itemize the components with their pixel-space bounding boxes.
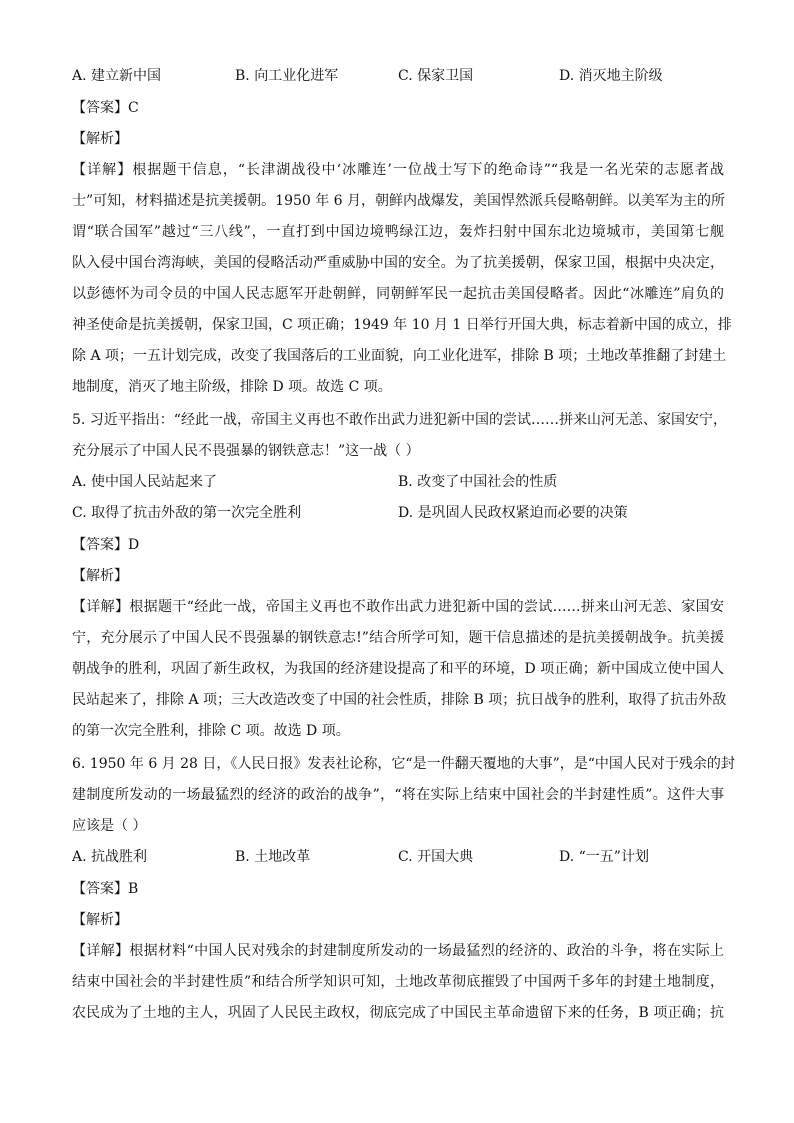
q5-explanation-line: 的第一次完全胜利，排除 C 项。故选 D 项。 — [72, 723, 350, 739]
q4-explanation-line: 以彭德怀为司令员的中国人民志愿军开赴朝鲜，同朝鲜军民一起抗击美国侵略者。因此“冰雕连”肩负的 — [72, 286, 724, 302]
q5-option-b: B. 改变了中国社会的性质 — [398, 474, 558, 490]
q4-analysis-label: 【解析】 — [72, 131, 128, 147]
q5-options-row-1 — [72, 472, 724, 492]
q6-options — [72, 847, 724, 867]
q5-stem-line: 充分展示了中国人民不畏强暴的钢铁意志！”这一战（ ） — [72, 443, 420, 459]
q6-stem-line: 应该是（ ） — [72, 818, 147, 834]
q6-option-a: A. 抗战胜利 — [72, 849, 148, 865]
q5-option-d: D. 是巩固人民政权紧迫而必要的决策 — [398, 505, 628, 521]
q4-explanation-line: 神圣使命是抗美援朝，保家卫国，C 项正确；1949 年 10 月 1 日举行开国大典，标志着新中国的成立，排 — [72, 317, 732, 333]
q4-option-a: A. 建立新中国 — [72, 68, 162, 84]
q4-explanation-line: 地制度，消灭了地主阶级，排除 D 项。故选 C 项。 — [72, 379, 392, 395]
q4-explanation-line: 士”可知，材料描述是抗美援朝。1950 年 6 月，朝鲜内战爆发，美国悍然派兵侵略朝鲜。以美军为主的所 — [72, 193, 726, 209]
q6-explanation-line: 结束中国社会的半封建性质”和结合所学知识可知，土地改革彻底摧毁了中国两千多年的封建土地制度， — [72, 974, 724, 990]
q5-explanation-line: 【详解】根据题干“经此一战，帝国主义再也不敢作出武力进犯新中国的尝试……拼来山河无恙、家国安 — [72, 599, 724, 615]
q6-explanation-line: 农民成为了土地的主人，巩固了人民民主政权，彻底完成了中国民主革命遗留下来的任务，B 项正确；抗 — [72, 1005, 724, 1021]
q6-answer: 【答案】B — [72, 881, 139, 897]
q6-option-c: C. 开国大典 — [398, 849, 474, 865]
q4-answer: 【答案】C — [72, 100, 139, 116]
q6-explanation-line: 【详解】根据材料“中国人民对残余的封建制度所发动的一场最猛烈的经济的、政治的斗争，将在实际上 — [72, 943, 724, 959]
q4-option-b: B. 向工业化进军 — [235, 68, 339, 84]
q5-answer: 【答案】D — [72, 537, 140, 553]
q5-analysis-label: 【解析】 — [72, 568, 128, 584]
q4-options — [72, 66, 724, 86]
q6-option-d: D. “一五”计划 — [559, 849, 649, 865]
q4-explanation-line: 队入侵中国台湾海峡，美国的侵略活动严重威胁中国的安全。为了抗美援朝，保家卫国，根据中央决定， — [72, 255, 724, 271]
q5-options-row-2 — [72, 503, 724, 523]
q5-option-a: A. 使中国人民站起来了 — [72, 474, 218, 490]
q5-stem-line: 5. 习近平指出：“经此一战，帝国主义再也不敢作出武力进犯新中国的尝试……拼来山河无恙、家国安宁， — [72, 412, 727, 428]
q6-stem-line: 6. 1950 年 6 月 28 日，《人民日报》发表社论称，它“是一件翻天覆地的大事”，是“中国人民对于残余的封 — [72, 756, 735, 772]
q6-analysis-label: 【解析】 — [72, 912, 128, 928]
q5-option-c: C. 取得了抗击外敌的第一次完全胜利 — [72, 505, 302, 521]
q4-explanation-line: 除 A 项；一五计划完成，改变了我国落后的工业面貌，向工业化进军，排除 B 项；土地改革推翻了封建土 — [72, 348, 727, 364]
q5-explanation-line: 朝战争的胜利，巩固了新生政权，为我国的经济建设提高了和平的环境，D 项正确；新中国成立使中国人 — [72, 661, 724, 677]
q5-explanation-line: 宁，充分展示了中国人民不畏强暴的钢铁意志!”结合所学可知，题干信息描述的是抗美援朝战争。抗美援 — [72, 630, 724, 646]
q4-option-d: D. 消灭地主阶级 — [559, 68, 663, 84]
q4-option-c: C. 保家卫国 — [398, 68, 474, 84]
q5-explanation-line: 民站起来了，排除 A 项；三大改造改变了中国的社会性质，排除 B 项；抗日战争的胜利，取得了抗击外敌 — [72, 692, 727, 708]
q4-explanation-line: 谓“联合国军”越过“三八线”，一直打到中国边境鸭绿江边，轰炸扫射中国东北边境城市，美国第七舰 — [72, 224, 724, 240]
q6-stem-line: 建制度所发动的一场最猛烈的经济的政治的战争”，“将在实际上结束中国社会的半封建性质”。这件大事 — [72, 787, 724, 803]
q4-explanation-line: 【详解】根据题干信息，“长津湖战役中‘冰雕连’一位战士写下的绝命诗”“我是一名光荣的志愿者战 — [72, 162, 724, 178]
q6-option-b: B. 土地改革 — [235, 849, 311, 865]
